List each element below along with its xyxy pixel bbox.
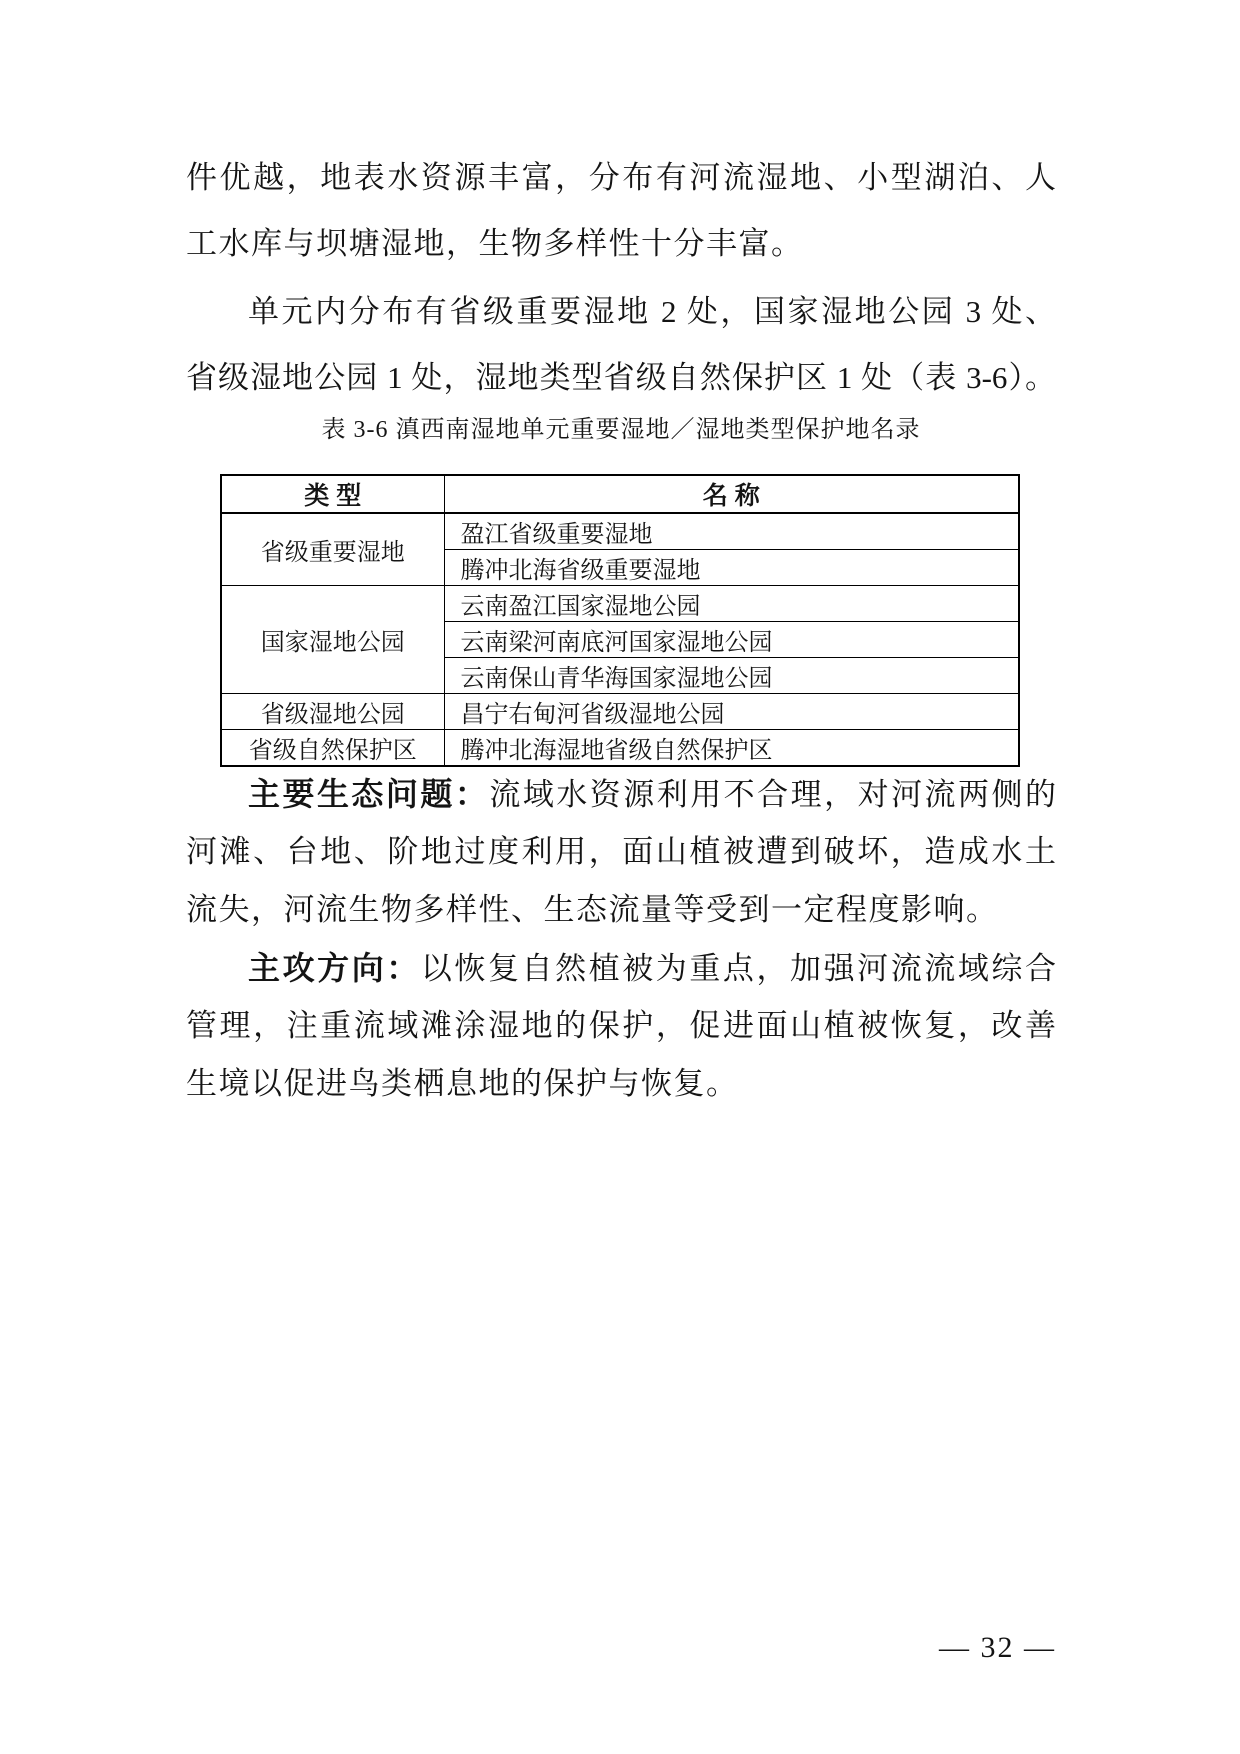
page-number: — 32 — xyxy=(939,1631,1056,1664)
paragraph-2-line-1: 单元内分布有省级重要湿地 2 处，国家湿地公园 3 处、 xyxy=(248,294,1056,329)
table-cell-type: 省级湿地公园 xyxy=(221,694,444,730)
paragraph-3 xyxy=(186,765,1056,939)
table-row xyxy=(221,730,1019,767)
paragraph-3-line-1-text: 流域水资源利用不合理，对河流两侧的 xyxy=(489,777,1056,812)
paragraph-4-line-1-text: 以恢复自然植被为重点，加强河流流域综合 xyxy=(420,951,1056,986)
table-cell-name: 云南保山青华海国家湿地公园 xyxy=(444,658,1019,694)
paragraph-3-line-1 xyxy=(186,765,1056,823)
table-header-row xyxy=(221,475,1019,513)
paragraph-1 xyxy=(186,145,1056,277)
table-cell-name: 昌宁右甸河省级湿地公园 xyxy=(444,694,1019,730)
paragraph-4-line-2: 管理，注重流域滩涂湿地的保护，促进面山植被恢复，改善 xyxy=(186,1008,1056,1043)
table-row xyxy=(221,586,1019,622)
paragraph-2-line-2: 省级湿地公园 1 处，湿地类型省级自然保护区 1 处（表 3-6）。 xyxy=(186,360,1056,395)
paragraph-3-lead: 主要生态问题： xyxy=(248,776,490,812)
paragraph-4-lead: 主攻方向： xyxy=(248,950,421,986)
table-cell-name: 腾冲北海省级重要湿地 xyxy=(444,550,1019,586)
paragraph-3-line-2: 河滩、台地、阶地过度利用，面山植被遭到破坏，造成水土 xyxy=(186,834,1056,869)
text-block xyxy=(186,0,1056,1754)
table-cell-type: 国家湿地公园 xyxy=(221,586,444,694)
table-cell-type: 省级重要湿地 xyxy=(221,513,444,586)
paragraph-4-line-1 xyxy=(186,939,1056,997)
table-cell-name: 腾冲北海湿地省级自然保护区 xyxy=(444,730,1019,767)
table-cell-type: 省级自然保护区 xyxy=(221,730,444,767)
paragraph-2 xyxy=(186,279,1056,411)
paragraph-4 xyxy=(186,939,1056,1113)
paragraph-1-line-1: 件优越，地表水资源丰富，分布有河流湿地、小型湖泊、人 xyxy=(186,160,1056,195)
table-cell-name: 云南梁河南底河国家湿地公园 xyxy=(444,622,1019,658)
table-row xyxy=(221,513,1019,550)
table-cell-name: 盈江省级重要湿地 xyxy=(444,513,1019,550)
table-row xyxy=(221,694,1019,730)
table-cell-name: 云南盈江国家湿地公园 xyxy=(444,586,1019,622)
table-header-type: 类 型 xyxy=(221,475,444,513)
wetland-protection-table xyxy=(220,474,1020,767)
table-caption: 表 3-6 滇西南湿地单元重要湿地／湿地类型保护地名录 xyxy=(321,417,921,443)
paragraph-4-line-3: 生境以促进鸟类栖息地的保护与恢复。 xyxy=(186,1066,739,1101)
paragraph-1-line-2: 工水库与坝塘湿地，生物多样性十分丰富。 xyxy=(186,226,804,261)
paragraph-3-line-3: 流失，河流生物多样性、生态流量等受到一定程度影响。 xyxy=(186,892,999,927)
table-header-name: 名 称 xyxy=(444,475,1019,513)
